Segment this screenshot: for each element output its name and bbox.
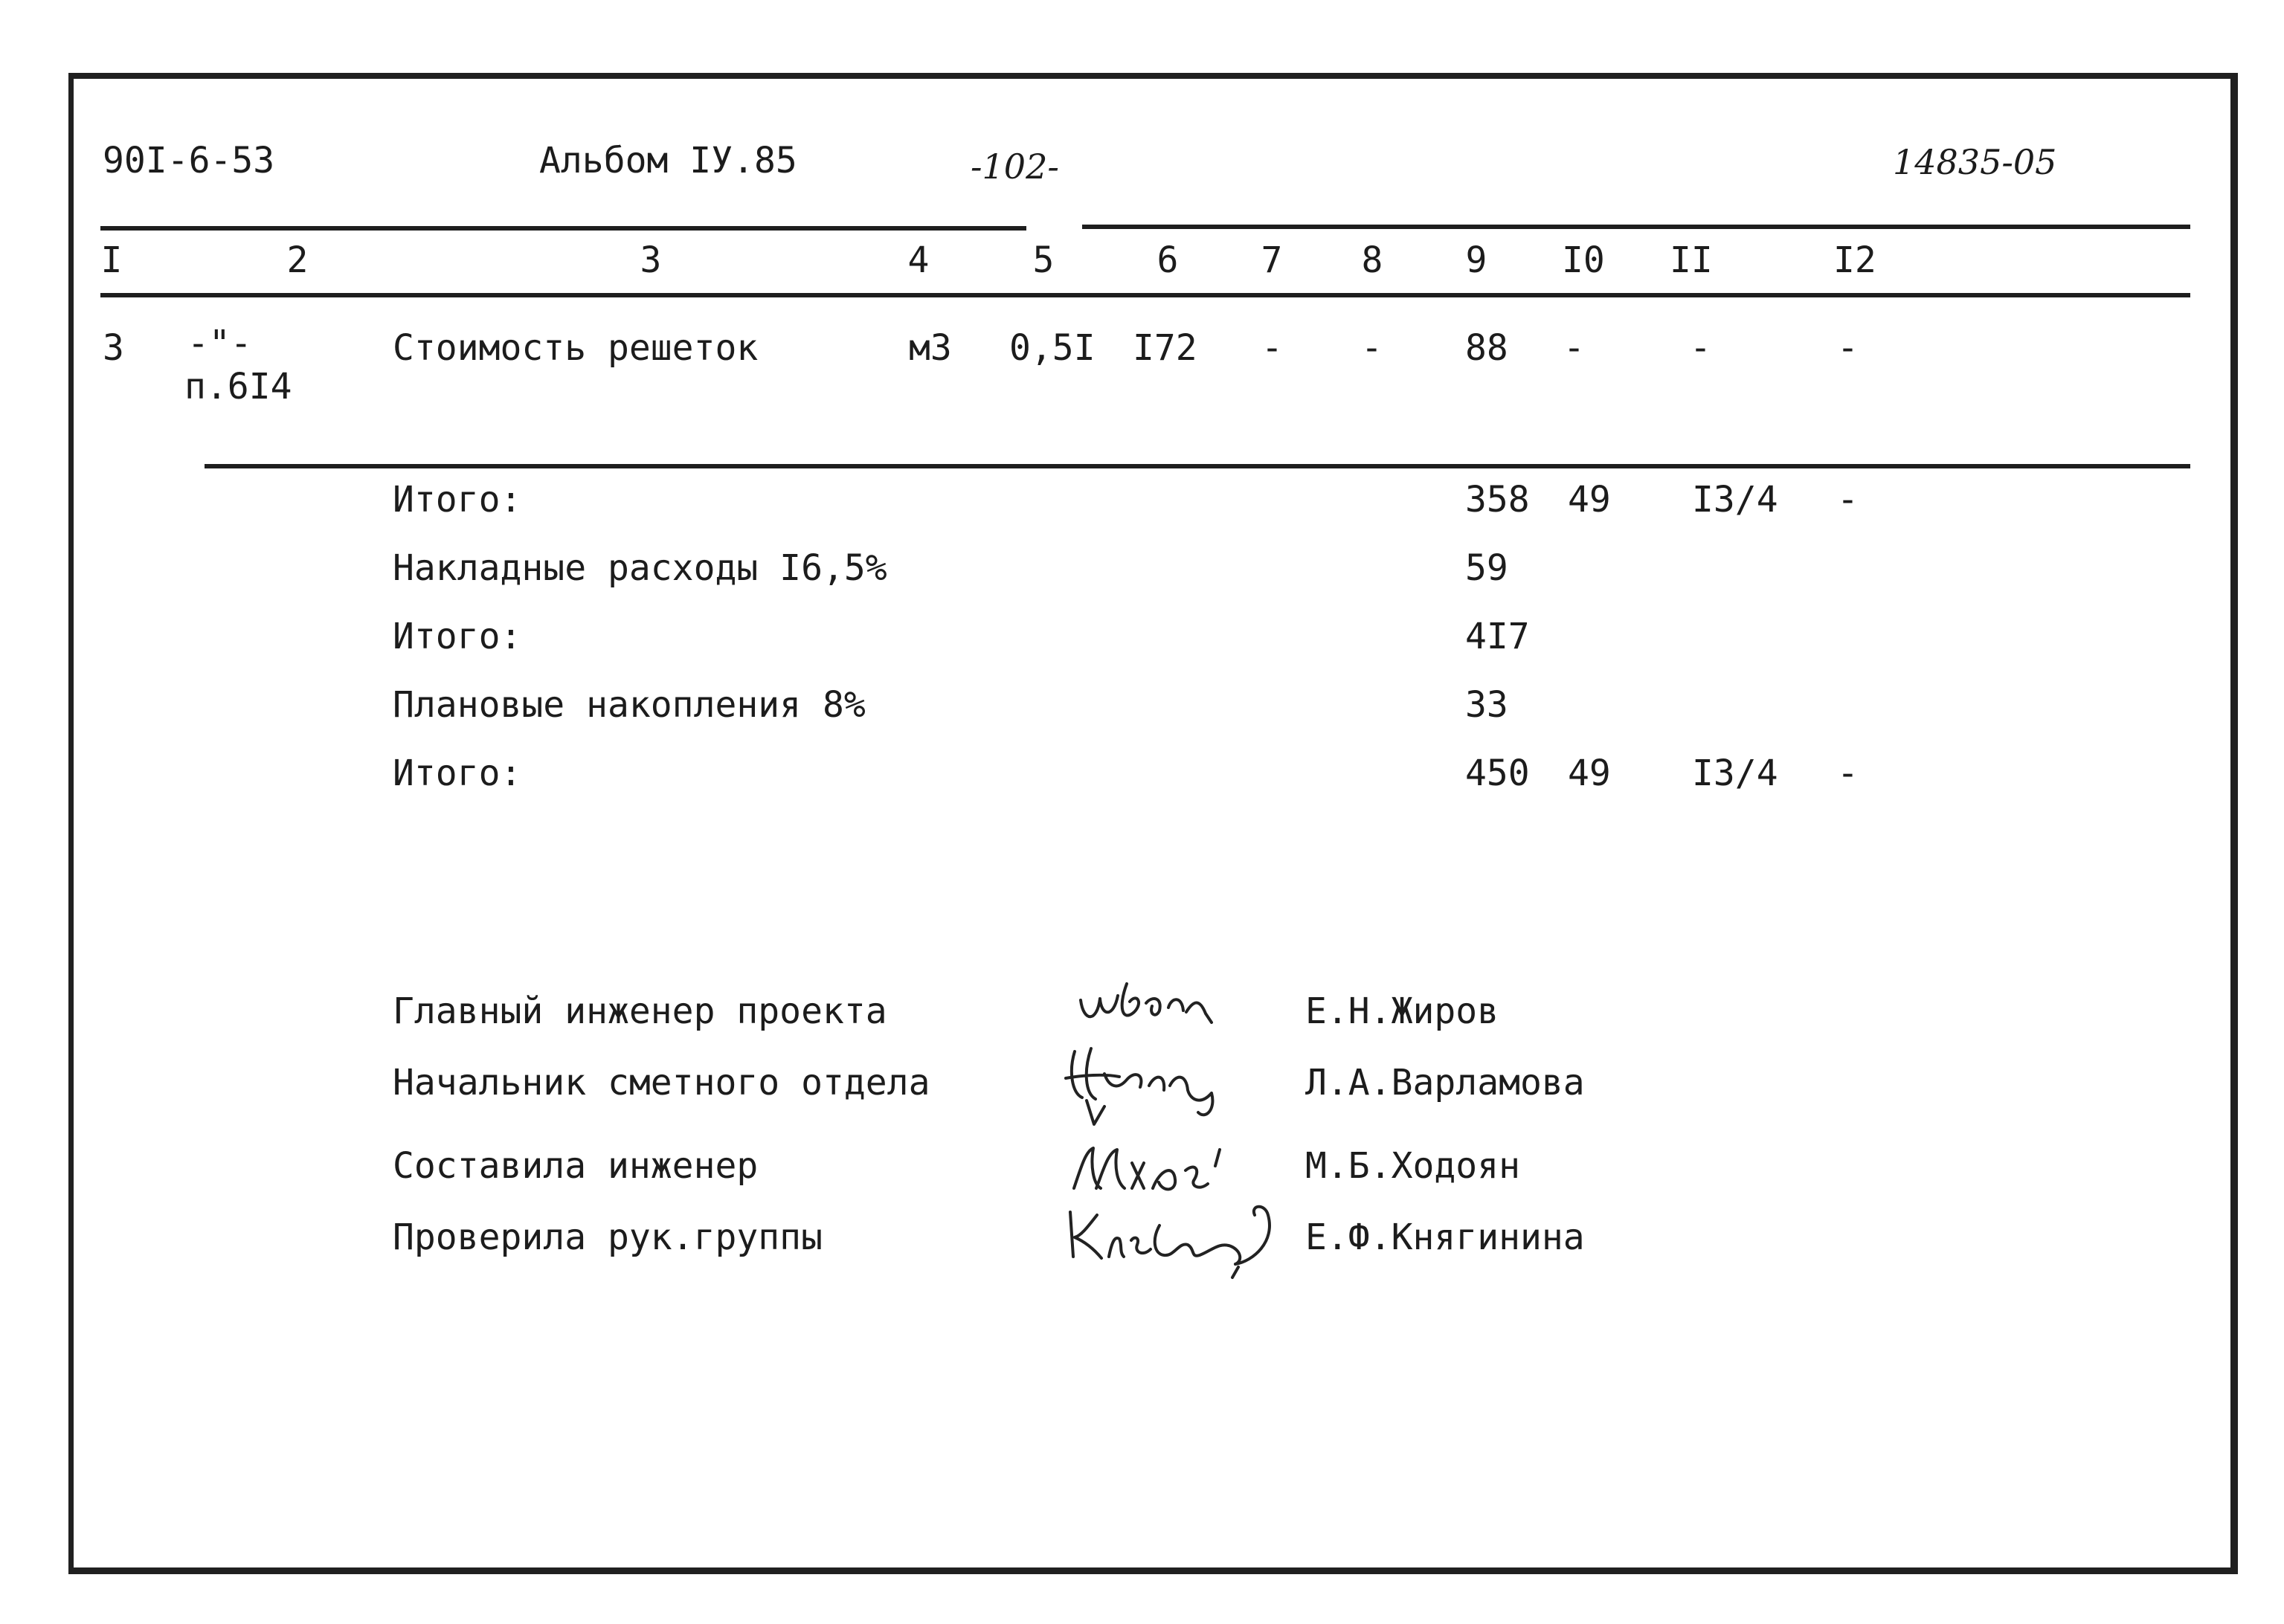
signature-1-name: Е.Н.Жиров [1305,990,1499,1032]
signature-1-role: Главный инженер проекта [393,990,887,1032]
col-number-4: 4 [907,239,930,281]
album-label: Альбом IУ.85 [539,140,797,181]
col-number-6: 6 [1157,239,1179,281]
row-1-col-6: I72 [1133,327,1197,369]
row-1-col-5: 0,5I [1009,327,1096,369]
total-4-label: Плановые накопления 8% [393,684,866,726]
header-rule-top-left [100,226,1026,231]
signature-4-scribble [1060,1190,1305,1279]
signature-2-name: Л.А.Варламова [1305,1062,1585,1103]
total-2-label: Накладные расходы I6,5% [393,547,887,589]
total-5-label: Итого: [393,753,522,794]
total-2-col-9: 59 [1465,547,1508,589]
total-3-label: Итого: [393,616,522,657]
inventory-number: 14835-05 [1893,142,2057,182]
signature-3-role: Составила инженер [393,1145,759,1187]
total-1-col-12: - [1837,479,1859,521]
total-1-col-11: I3/4 [1692,479,1778,521]
row-1-col-1: 3 [103,327,124,369]
col-number-7: 7 [1261,239,1283,281]
totals-rule [205,464,2190,468]
page-number: -102- [971,146,1059,187]
header-rule-top-right [1082,225,2190,229]
row-1-col-9: 88 [1465,327,1508,369]
row-1-col-12: - [1837,327,1859,369]
col-number-11: II [1670,239,1713,281]
header-rule-bottom [100,293,2190,297]
total-4-col-9: 33 [1465,684,1508,726]
row-1-col-3: Стоимость решеток [393,327,759,369]
signature-1-scribble [1075,970,1223,1030]
col-number-12: I2 [1833,239,1876,281]
col-number-9: 9 [1465,239,1487,281]
total-5-col-10: 49 [1568,753,1611,794]
col-number-2: 2 [286,239,309,281]
signature-2-scribble [1052,1041,1238,1130]
signature-4-name: Е.Ф.Княгинина [1305,1217,1585,1258]
col-number-8: 8 [1361,239,1383,281]
signature-4-role: Проверила рук.группы [393,1217,823,1258]
row-1-col-10: - [1563,327,1585,369]
col-number-3: 3 [640,239,662,281]
signature-3-name: М.Б.Ходоян [1305,1145,1520,1187]
row-1-col-8: - [1361,327,1383,369]
doc-code: 90I-6-53 [103,140,275,181]
col-number-10: I0 [1562,239,1605,281]
total-5-col-9: 450 [1465,753,1530,794]
total-5-col-12: - [1837,753,1859,794]
row-1-col-7: - [1261,327,1283,369]
total-1-col-10: 49 [1568,479,1611,521]
signature-2-role: Начальник сметного отдела [393,1062,930,1103]
row-1-col-11: - [1690,327,1711,369]
col-number-1: I [100,239,123,281]
total-5-col-11: I3/4 [1692,753,1778,794]
total-1-col-9: 358 [1465,479,1530,521]
row-1-col-2-ref: п.6I4 [184,366,292,407]
row-1-col-4: м3 [909,327,952,369]
page-frame [68,73,2238,1574]
row-1-col-2: -"- [187,323,252,364]
total-3-col-9: 4I7 [1465,616,1530,657]
total-1-label: Итого: [393,479,522,521]
col-number-5: 5 [1032,239,1055,281]
